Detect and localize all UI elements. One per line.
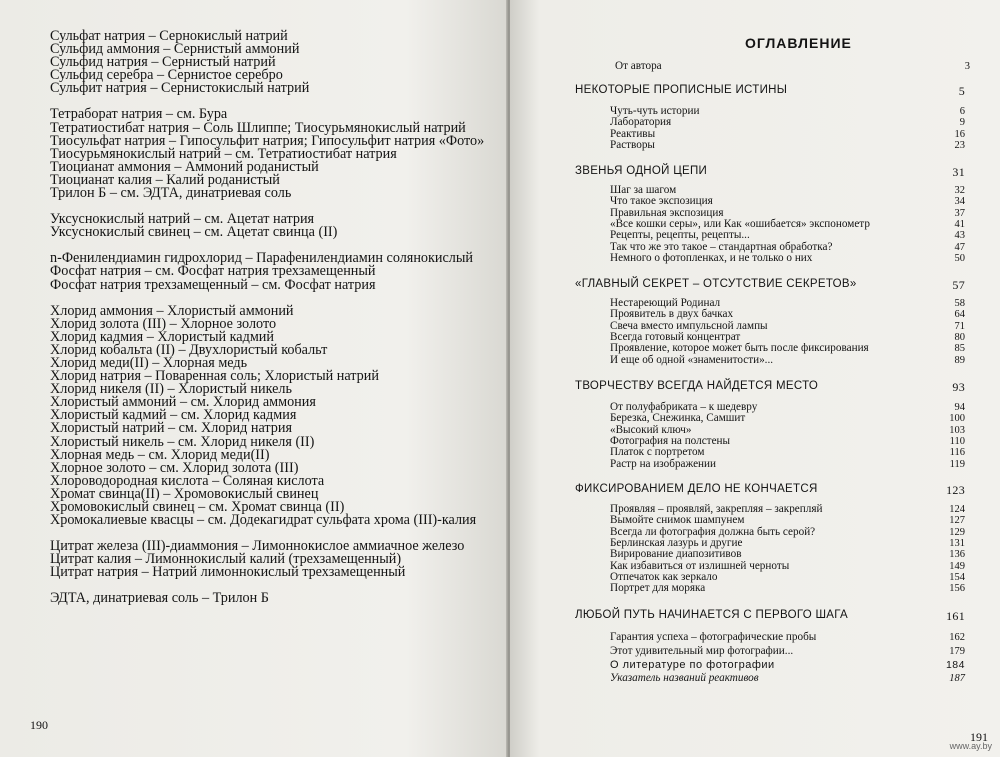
index-entry: Хлористый натрий – см. Хлорид натрия <box>50 420 292 437</box>
toc-entry-label: Так что же это такое – стандартная обработка? <box>610 240 833 253</box>
toc-entry-label: Проявитель в двух бачках <box>610 308 734 321</box>
index-entry: Хлорная медь – см. Хлорид меди(II) <box>50 446 270 463</box>
toc-entry-label: Нестареющий Родинал <box>610 297 721 309</box>
toc-title: ОГЛАВЛЕНИЕ <box>745 35 852 51</box>
index-entry: n-Фенилендиамин гидрохлорид – Парафенилендиамин солянокислый <box>50 250 473 267</box>
toc-entry-label: Отпечаток как зеркало <box>610 570 718 583</box>
toc-section-label: ЛЮБОЙ ПУТЬ НАЧИНАЕТСЯ С ПЕРВОГО ШАГА <box>575 609 849 621</box>
toc-entry-label: О литературе по фотографии <box>610 658 775 671</box>
toc-entry-page: 34 <box>954 196 965 208</box>
index-entry: Тиосульфат натрия – Гипосульфит натрия; Гипосульфит натрия «Фото» <box>50 132 485 149</box>
toc-entry <box>610 660 965 671</box>
toc-intro-label: От автора <box>615 60 662 72</box>
toc-entry-label: Свеча вместо импульсной лампы <box>610 319 768 332</box>
toc-entry-label: Всегда готовый концентрат <box>610 330 741 343</box>
toc-entry-page: 23 <box>954 139 965 151</box>
toc-entry-label: Всегда ли фотография должна быть серой? <box>610 525 816 538</box>
toc-entry-label: Лаборатория <box>610 116 672 129</box>
index-entry: Уксуснокислый натрий – см. Ацетат натрия <box>50 211 315 228</box>
index-entry: Сульфид серебра – Сернистое серебро <box>50 67 283 84</box>
reagent-index-list <box>50 30 490 606</box>
index-entry: Хромовокислый свинец – см. Хромат свинца (II) <box>50 499 345 515</box>
toc-entry-page: 156 <box>949 583 965 595</box>
toc-entry-label: Немного о фотопленках, и не только о них <box>610 251 813 264</box>
index-entry: Хлорид натрия – Поваренная соль; Хлористый натрий <box>50 368 379 385</box>
index-entry: Хлорид кобальта (II) – Двухлористый кобальт <box>50 341 328 358</box>
index-entry: Хромокалиевые квасцы – см. Додекагидрат сульфата хрома (III)-калия <box>50 512 477 529</box>
toc-entry-label: Берлинская лазурь и другие <box>610 536 743 549</box>
toc-entry-page: 89 <box>954 354 965 366</box>
toc-section <box>575 609 965 621</box>
toc-entry-page: 129 <box>949 526 965 538</box>
index-entry: Фосфат натрия – см. Фосфат натрия трехзамещенный <box>50 263 376 280</box>
toc-section-page: 31 <box>952 165 965 179</box>
index-entry: Тиоцианат аммония – Аммоний роданистый <box>50 158 319 175</box>
index-entry: ЭДТА, динатриевая соль – Трилон Б <box>50 590 269 607</box>
index-entry: Хлорид золота (III) – Хлорное золото <box>50 315 277 332</box>
toc-entry-label: Фотография на полстены <box>610 434 731 447</box>
toc-entry-page: 131 <box>949 537 965 549</box>
index-entry: Цитрат калия – Лимоннокислый калий (трехзамещенный) <box>50 551 402 568</box>
toc-entry-label: Вымойте снимок шампунем <box>610 514 745 527</box>
index-entry: Хлорид никеля (II) – Хлористый никель <box>50 381 292 398</box>
toc-entry-page: 80 <box>954 331 965 343</box>
toc-entry-page: 162 <box>949 632 965 643</box>
toc-entry-label: Шаг за шагом <box>610 184 677 196</box>
toc-entry-label: Растр на изображении <box>610 457 717 470</box>
toc-section <box>575 84 965 96</box>
toc-entry <box>610 140 965 151</box>
index-entry: Сульфит натрия – Сернистокислый натрий <box>50 80 310 97</box>
toc-entry-page: 32 <box>954 185 965 196</box>
index-entry: Уксуснокислый свинец – см. Ацетат свинца (II) <box>50 224 338 241</box>
toc-entry-page: 154 <box>949 571 965 583</box>
toc-entry-label: Березка, Снежинка, Самшит <box>610 412 746 425</box>
index-entry: Хлористый кадмий – см. Хлорид кадмия <box>50 407 297 424</box>
toc-entry-page: 136 <box>949 549 965 561</box>
toc-entry-label: Вирирование диапозитивов <box>610 548 742 561</box>
toc-entry <box>610 355 965 366</box>
index-entry: Хлористый никель – см. Хлорид никеля (II) <box>50 433 315 450</box>
toc-entry-page: 71 <box>954 320 965 332</box>
toc-entry-label: «Высокий ключ» <box>610 423 692 436</box>
toc-intro-page: 3 <box>964 61 970 72</box>
index-entry: Трилон Б – см. ЭДТА, динатриевая соль <box>50 185 292 202</box>
toc-entry <box>610 117 965 128</box>
toc-entry-label: Указатель названий реактивов <box>610 672 759 685</box>
index-entry: Цитрат железа (III)-диаммония – Лимоннокислое аммиачное железо <box>50 538 465 555</box>
toc-section <box>575 165 965 177</box>
toc-entry-page: 187 <box>949 673 965 685</box>
toc-entry-page: 47 <box>954 241 965 253</box>
toc-entry-page: 9 <box>959 117 965 129</box>
index-entry: Хлорид кадмия – Хлористый кадмий <box>50 328 274 345</box>
toc-section <box>575 380 965 392</box>
index-entry: Хлорид аммония – Хлористый аммоний <box>50 302 294 319</box>
toc-entry-page: 94 <box>954 402 965 413</box>
watermark: www.ay.by <box>949 741 992 751</box>
toc-entry-label: Портрет для моряка <box>610 582 706 595</box>
toc-section-page: 123 <box>946 483 965 497</box>
toc-entry-page: 103 <box>949 424 965 436</box>
index-entry: Хлористый аммоний – см. Хлорид аммония <box>50 394 316 411</box>
toc-entry-page: 124 <box>949 504 965 515</box>
toc-entry-page: 16 <box>954 128 965 140</box>
toc-section-page: 161 <box>946 609 965 623</box>
toc-section-page: 57 <box>952 278 965 292</box>
toc-entry-page: 85 <box>954 343 965 355</box>
toc-entry-page: 119 <box>949 458 965 470</box>
page-number-left: 190 <box>30 718 48 732</box>
toc-section-page: 93 <box>952 380 965 394</box>
toc-entry-page: 41 <box>954 218 965 230</box>
toc-entry-page: 184 <box>945 658 965 671</box>
toc-section-page: 5 <box>958 84 965 98</box>
index-entry: Хлорное золото – см. Хлорид золота (III) <box>50 459 299 476</box>
toc-entry-label: Правильная экспозиция <box>610 206 724 219</box>
toc-entry-label: Гарантия успеха – фотографические пробы <box>610 631 817 643</box>
index-entry: Тетратиостибат натрия – Соль Шлиппе; Тиосурьмянокислый натрий <box>50 119 466 136</box>
index-entry: Сульфид натрия – Сернистый натрий <box>50 54 276 71</box>
toc-entry <box>610 646 965 657</box>
toc-entry <box>610 632 965 643</box>
toc-intro <box>615 61 970 72</box>
toc-entry <box>610 253 965 264</box>
toc-entry-label: Проявляя – проявляй, закрепляя – закрепляй <box>610 503 823 515</box>
toc-entry-page: 43 <box>954 230 965 242</box>
index-entry: Тиосурьмянокислый натрий – см. Тетратиостибат натрия <box>50 145 397 162</box>
index-entry: Хромат свинца(II) – Хромовокислый свинец <box>50 485 319 502</box>
toc-entry-page: 179 <box>949 645 965 657</box>
page-number-right: 191 <box>970 730 988 744</box>
toc-entry-label: Проявление, которое может быть после фиксирования <box>610 342 869 355</box>
toc-entry-page: 6 <box>959 106 965 117</box>
toc-entry-label: От полуфабриката – к шедевру <box>610 401 758 413</box>
toc-entry-page: 37 <box>954 207 965 219</box>
toc-entry-page: 64 <box>954 309 965 321</box>
toc-entry-page: 127 <box>949 515 965 527</box>
toc-entry-label: Рецепты, рецепты, рецепты... <box>610 229 750 242</box>
toc-entry-label: Реактивы <box>610 127 656 140</box>
toc-entry-page: 149 <box>949 560 965 572</box>
toc-section-label: ФИКСИРОВАНИЕМ ДЕЛО НЕ КОНЧАЕТСЯ <box>575 483 818 495</box>
index-entry: Сульфид аммония – Сернистый аммоний <box>50 41 300 58</box>
toc-entry <box>610 459 965 470</box>
toc-entry <box>610 673 965 684</box>
index-entry: Хлороводородная кислота – Соляная кислота <box>50 472 325 489</box>
toc-entry-page: 50 <box>954 252 965 264</box>
toc-entry-page: 58 <box>954 298 965 309</box>
index-entry: Тиоцианат калия – Калий роданистый <box>50 171 280 188</box>
toc-entry-label: И еще об одной «знаменитости»... <box>610 353 774 366</box>
toc-section-label: «ГЛАВНЫЙ СЕКРЕТ – ОТСУТСТВИЕ СЕКРЕТОВ» <box>575 278 857 290</box>
toc-entry-label: Платок с портретом <box>610 446 705 459</box>
toc-section-label: НЕКОТОРЫЕ ПРОПИСНЫЕ ИСТИНЫ <box>575 84 788 96</box>
toc-entry-label: Что такое экспозиция <box>610 195 713 208</box>
index-entry: Тетраборат натрия – см. Бура <box>50 106 228 123</box>
toc-entry-label: Как избавиться от излишней черноты <box>610 559 790 572</box>
toc-section-label: ТВОРЧЕСТВУ ВСЕГДА НАЙДЕТСЯ МЕСТО <box>575 380 819 392</box>
toc-entry-label: Этот удивительный мир фотографии... <box>610 644 794 657</box>
index-entry: Хлорид меди(II) – Хлорная медь <box>50 354 248 371</box>
toc-entry <box>610 583 965 594</box>
toc-entry-label: Растворы <box>610 138 655 151</box>
toc-section-label: ЗВЕНЬЯ ОДНОЙ ЦЕПИ <box>575 165 708 177</box>
toc-entry-label: Чуть-чуть истории <box>610 105 700 117</box>
toc-section <box>575 278 965 290</box>
toc-entry-page: 100 <box>949 413 965 425</box>
toc-entry-label: «Все кошки серы», или Как «ошибается» экспонометр <box>610 217 870 230</box>
toc-section <box>575 483 965 495</box>
toc-entry <box>610 129 965 140</box>
index-entry: Цитрат натрия – Натрий лимоннокислый трехзамещенный <box>50 564 406 581</box>
toc-entry-page: 116 <box>949 447 965 459</box>
index-entry: Фосфат натрия трехзамещенный – см. Фосфат натрия <box>50 276 376 293</box>
right-page <box>510 0 1000 757</box>
index-entry: Сульфат натрия – Сернокислый натрий <box>50 28 288 44</box>
toc-entry-page: 110 <box>949 435 965 447</box>
